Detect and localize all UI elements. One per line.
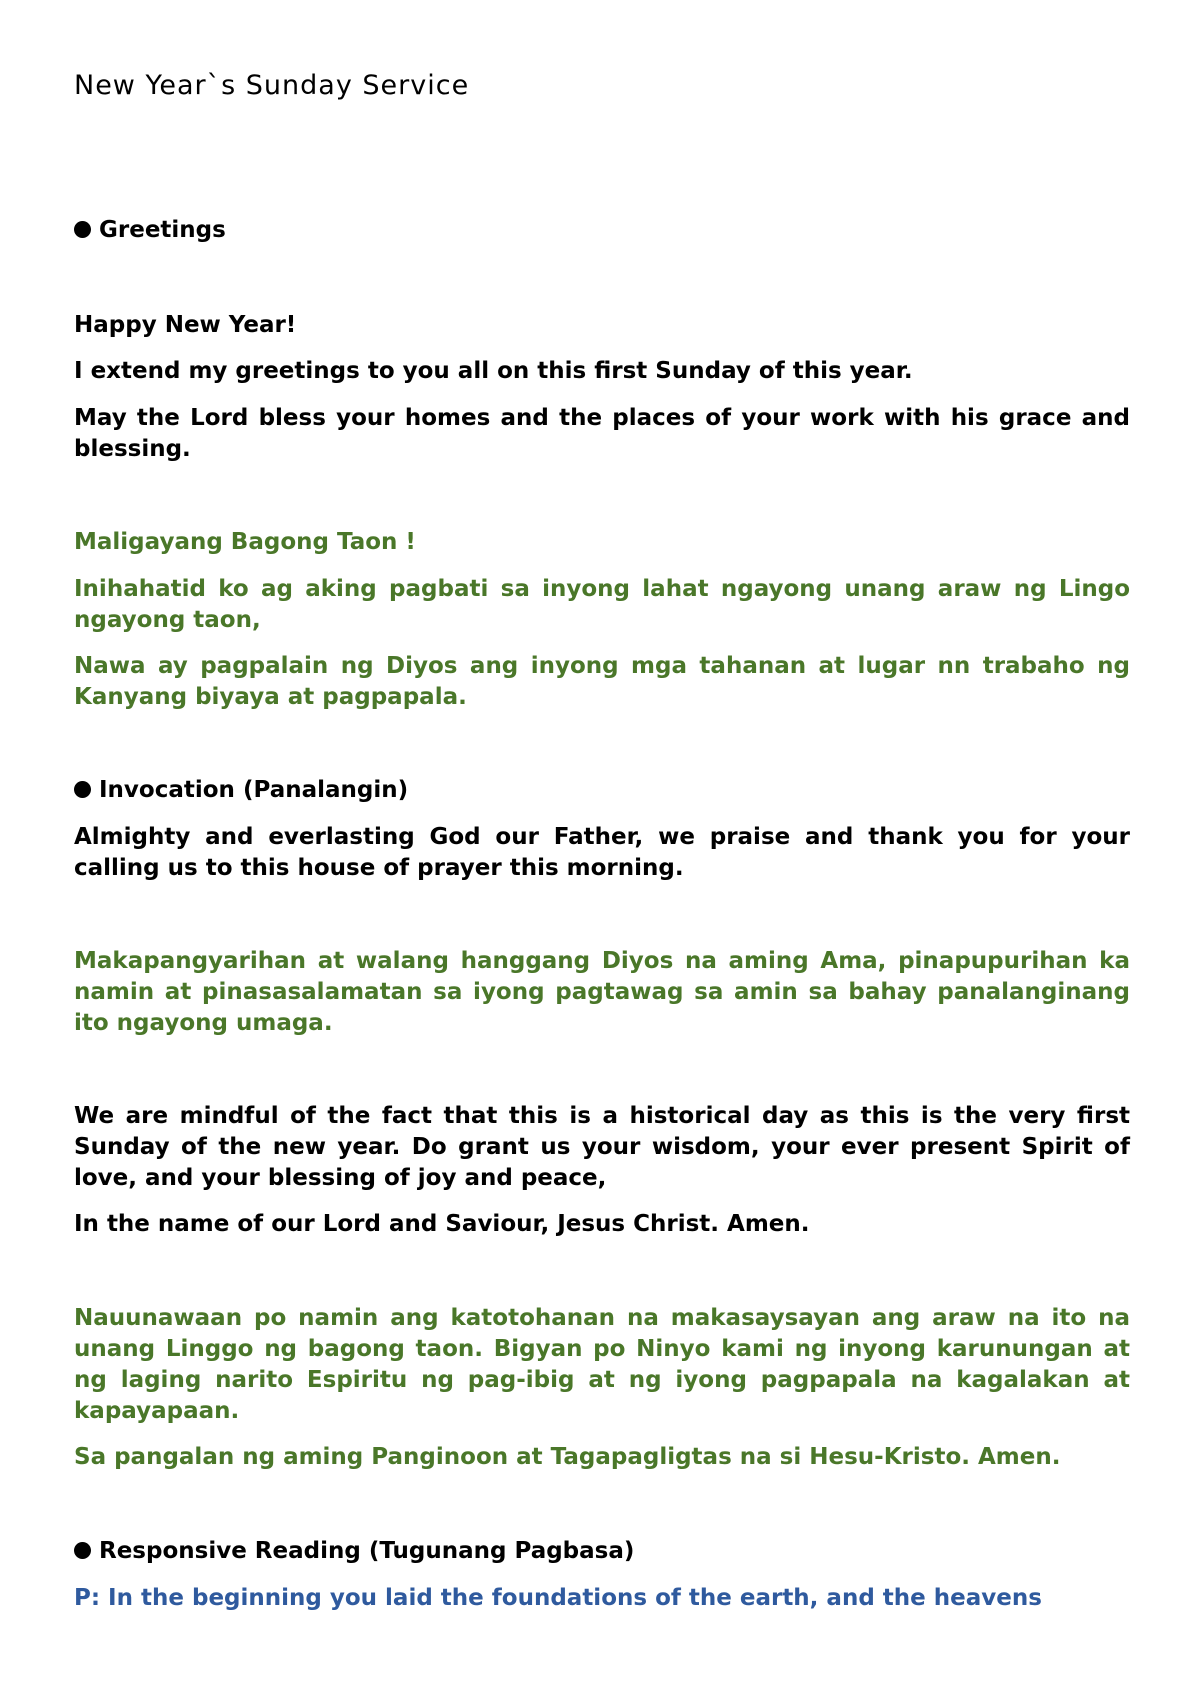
greeting-line-tagalog: Maligayang Bagong Taon !	[74, 529, 416, 555]
section-heading-greetings	[74, 215, 226, 246]
section-heading-text: Greetings	[99, 217, 226, 243]
invocation-paragraph: Almighty and everlasting God our Father, we praise and thank you for your calling us to this house of prayer this morning.	[74, 824, 1130, 881]
invocation-paragraph-tagalog: Makapangyarihan at walang hanggang Diyos na aming Ama, pinapupurihan ka namin at pinasasalamatan sa iyong pagtawag sa amin sa bahay panalanginang ito ngayong umaga.	[74, 948, 1130, 1036]
invocation-closing: In the name of our Lord and Saviour, Jesus Christ. Amen.	[74, 1211, 810, 1237]
greeting-line: I extend my greetings to you all on this first Sunday of this year.	[74, 358, 913, 384]
invocation-closing-tagalog: Sa pangalan ng aming Panginoon at Tagapagligtas na si Hesu-Kristo. Amen.	[74, 1444, 1061, 1470]
section-heading-text: Invocation (Panalangin)	[99, 777, 409, 803]
bullet-icon	[74, 221, 91, 238]
bullet-icon	[74, 781, 91, 798]
invocation-paragraph: We are mindful of the fact that this is a historical day as this is the very first Sunday of the new year. Do grant us your wisdom, your ever present Spirit of love, and your blessing of joy and peace,	[74, 1103, 1130, 1191]
invocation-paragraph-tagalog: Nauunawaan po namin ang katotohanan na makasaysayan ang araw na ito na unang Linggo ng bagong taon. Bigyan po Ninyo kami ng inyong karunungan at ng laging narito Espiritu ng pag-ibig at ng iyong pagpapala na kagalakan at kapayapaan.	[74, 1305, 1130, 1424]
greeting-paragraph-tagalog: Nawa ay pagpalain ng Diyos ang inyong mga tahanan at lugar nn trabaho ng Kanyang biyaya at pagpapala.	[74, 653, 1130, 710]
responsive-reading-line: P: In the beginning you laid the foundations of the earth, and the heavens	[74, 1585, 1042, 1611]
section-heading-responsive-reading	[74, 1536, 634, 1567]
section-heading-invocation	[74, 775, 408, 806]
bullet-icon	[74, 1542, 91, 1559]
greeting-paragraph: May the Lord bless your homes and the places of your work with his grace and blessing.	[74, 405, 1130, 462]
section-heading-text: Responsive Reading (Tugunang Pagbasa)	[99, 1538, 635, 1564]
page-title: New Year`s Sunday Service	[74, 70, 470, 101]
greeting-paragraph-tagalog: Inihahatid ko ag aking pagbati sa inyong lahat ngayong unang araw ng Lingo ngayong taon,	[74, 576, 1130, 633]
greeting-line: Happy New Year!	[74, 312, 297, 338]
